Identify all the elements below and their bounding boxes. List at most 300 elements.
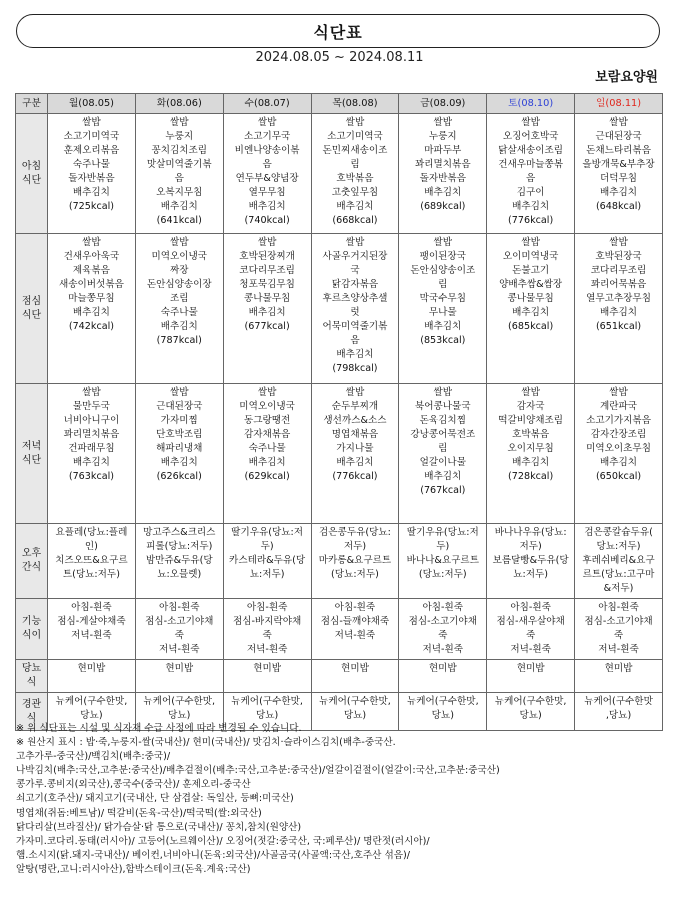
menu-item: 피롤(당뇨:저두) <box>146 541 213 552</box>
menu-item: 현미밥 <box>77 663 106 674</box>
menu-item: 생선까스&소스 <box>323 415 387 426</box>
menu-item: 소고기가지볶음 <box>586 415 651 426</box>
title-text: 식단표 <box>313 22 363 42</box>
menu-cell <box>487 114 575 234</box>
menu-item: (668kcal) <box>332 215 378 226</box>
header-corner: 구분 <box>16 94 48 114</box>
menu-cell <box>135 599 223 660</box>
menu-item: 저녁-흰죽 <box>510 644 551 655</box>
menu-item: (740kcal) <box>244 215 290 226</box>
menu-item: 가자미찜 <box>160 415 198 426</box>
menu-item: 건새우마늘쫑볶 <box>498 159 564 170</box>
menu-item: 숙주나물 <box>160 307 198 318</box>
menu-cell <box>48 234 136 384</box>
menu-item: 양배추쌈&쌈장 <box>499 279 563 290</box>
menu-item: 망고주스&크리스 <box>143 527 216 538</box>
note-line: 명엽채(쥐돔:베트남)/ 떡갈비(돈육-국산)/떡국떡(쌀:외국산) <box>16 807 262 819</box>
menu-row-diabetic-diet <box>16 660 663 693</box>
menu-item: 쌀밥 <box>82 237 101 248</box>
menu-cell <box>399 234 487 384</box>
menu-item: 저녁-흰죽 <box>422 644 464 655</box>
note-line: 햄.소시지(닭.돼지-국내산)/ 베이컨,너비아니(돈육:외국산)/사골곰국(사골액:국산,호주산 섞음)/ <box>16 849 411 861</box>
menu-cell <box>311 524 399 599</box>
note-line: 닭다리살(브라질산)/ 닭가슴살·닭 통으로(국내산)/ 꽁치,참치(원양산) <box>16 821 302 833</box>
menu-item: 열무무침 <box>248 187 286 198</box>
menu-body <box>16 114 663 731</box>
menu-item: 죽 <box>174 630 184 641</box>
menu-item: 쌀밥 <box>521 237 540 248</box>
menu-item: (677kcal) <box>244 321 290 332</box>
menu-item: 뉴케어(구수한맛 <box>584 696 653 707</box>
menu-item: (728kcal) <box>508 471 554 482</box>
menu-item: 새송이버섯볶음 <box>58 279 124 290</box>
menu-item: (798kcal) <box>332 363 378 374</box>
note-line: 알탕(명란,고니:러시아산),함박스테이크(돈육.계육:국산) <box>16 863 251 875</box>
menu-item: 저두) <box>343 541 367 552</box>
menu-cell <box>48 384 136 524</box>
menu-item: 오징어호박국 <box>502 131 559 142</box>
menu-item: 조림 <box>169 293 189 304</box>
menu-item: 근대된장국 <box>595 131 642 142</box>
menu-cell <box>48 524 136 599</box>
menu-item: 쌀밥 <box>433 237 453 248</box>
menu-item: 딸기우유(당뇨:저 <box>231 527 304 538</box>
menu-item: 오복지무침 <box>156 187 203 198</box>
menu-item: 아침-흰죽 <box>158 602 200 613</box>
menu-item: 돈안심양송이장 <box>146 279 212 290</box>
menu-item: 뇨:오믈렛) <box>157 569 202 580</box>
menu-item: 배추김치 <box>72 307 110 318</box>
menu-item: 현미밥 <box>604 663 633 674</box>
menu-cell <box>575 384 663 524</box>
menu-item: (641kcal) <box>156 215 202 226</box>
menu-item: 순두부찌개 <box>331 401 379 412</box>
menu-item: 해파리냉채 <box>156 443 203 454</box>
menu-item: 요플레(당뇨:플레 <box>55 527 128 538</box>
menu-item: 제육볶음 <box>72 265 110 276</box>
menu-item: 동그랑땡전 <box>243 415 291 426</box>
menu-item: 가지나물 <box>336 443 374 454</box>
menu-cell <box>575 114 663 234</box>
menu-item: 저녁-흰죽 <box>71 630 112 641</box>
menu-item: (651kcal) <box>595 321 642 332</box>
menu-cell <box>487 599 575 660</box>
day-header-mon: 월(08.05) <box>48 94 136 114</box>
menu-item: 배추김치 <box>248 457 286 468</box>
menu-item: 죽 <box>262 630 272 641</box>
menu-item: 배추김치 <box>248 307 286 318</box>
note-line: ※ 원산지 표시 : 밥·죽,누룽지-쌀(국내산)/ 현미(국내산)/ 맛김치·슬라이스김치(배추-중국산. <box>16 737 396 749</box>
menu-item: 카스테라&두유(당 <box>229 555 306 566</box>
menu-cell <box>311 599 399 660</box>
menu-item: 강낭콩어묵전조 <box>410 429 476 440</box>
menu-item: 쌀밥 <box>82 387 101 398</box>
menu-item: 현미밥 <box>253 663 282 674</box>
menu-item: (776kcal) <box>508 215 554 226</box>
menu-item: 죽 <box>613 630 624 641</box>
notes-section <box>16 722 666 877</box>
menu-cell <box>135 234 223 384</box>
menu-item: 음 <box>350 335 360 346</box>
menu-cell <box>399 660 487 693</box>
menu-item: (853kcal) <box>420 335 466 346</box>
menu-item: 죽 <box>438 630 448 641</box>
menu-item: 닭감자볶음 <box>331 279 379 290</box>
menu-item: 배추김치 <box>512 307 550 318</box>
menu-item: 떡갈비양채조림 <box>498 415 564 426</box>
menu-item: 트(당뇨:저두) <box>62 569 120 580</box>
menu-item: 코다리무조림 <box>590 265 647 276</box>
row-label-line: 식단 <box>21 174 42 186</box>
menu-item: 뇨:저두) <box>249 569 285 580</box>
menu-item: 쌀밥 <box>257 117 277 128</box>
menu-item: 밤만쥬&두유(당 <box>145 555 213 566</box>
menu-item: (629kcal) <box>244 471 290 482</box>
header-row <box>16 94 663 114</box>
menu-item: (685kcal) <box>508 321 554 332</box>
menu-cell <box>135 384 223 524</box>
row-label-snack <box>16 524 48 599</box>
menu-cell <box>399 524 487 599</box>
menu-item: 음 <box>174 173 184 184</box>
menu-cell <box>135 114 223 234</box>
menu-item: 점심-소고기야채 <box>408 616 477 627</box>
menu-item: 저녁-흰죽 <box>246 644 288 655</box>
menu-item: 배추김치 <box>512 457 550 468</box>
menu-cell <box>223 599 311 660</box>
menu-cell <box>399 599 487 660</box>
menu-item: 쌀밥 <box>433 117 453 128</box>
menu-cell <box>399 384 487 524</box>
menu-item: (650kcal) <box>595 471 642 482</box>
menu-item: 쌀밥 <box>521 387 540 398</box>
menu-item: 림 <box>438 443 448 454</box>
facility-name: 보람요양원 <box>595 70 658 85</box>
menu-item: 쌀밥 <box>609 117 628 128</box>
menu-item: 꽈리멸치볶음 <box>63 429 120 440</box>
menu-cell <box>311 234 399 384</box>
menu-item: 배추김치 <box>72 187 110 198</box>
row-label-breakfast <box>16 114 48 234</box>
menu-item: 쌀밥 <box>433 387 453 398</box>
menu-item: 돈육김치찜 <box>419 415 466 426</box>
menu-item: 막국수무침 <box>419 293 466 304</box>
menu-item: (725kcal) <box>68 201 115 212</box>
menu-item: 뉴케어(구수한맛, <box>494 696 567 707</box>
menu-item: 르트(당뇨:고구마 <box>582 569 655 580</box>
menu-item: 배추김치 <box>72 457 110 468</box>
menu-item: 오이미역냉국 <box>502 251 559 262</box>
day-header-sun: 일(08.11) <box>575 94 663 114</box>
menu-item: 배추김치 <box>599 307 638 318</box>
row-label-line: 식 <box>26 677 37 688</box>
menu-cell <box>223 384 311 524</box>
menu-item: 계란파국 <box>599 401 638 412</box>
menu-item: 배추김치 <box>336 457 374 468</box>
menu-item: 쌀밥 <box>345 117 365 128</box>
menu-cell <box>311 114 399 234</box>
menu-item: 점심-들깨야채죽 <box>320 616 390 627</box>
menu-item: 배추김치 <box>160 321 198 332</box>
menu-item: 콩나물무침 <box>243 293 291 304</box>
menu-item: 검은콩두유(당뇨: <box>319 527 391 538</box>
row-label-line: 식단 <box>21 309 42 321</box>
menu-item: 소고기미역국 <box>63 131 120 142</box>
menu-item: 배추김치 <box>160 457 198 468</box>
menu-item: (787kcal) <box>156 335 202 346</box>
menu-item: 숙주나물 <box>248 443 286 454</box>
menu-cell <box>487 234 575 384</box>
menu-item: 보름달빵&두유(당 <box>492 555 569 566</box>
menu-item: 얼갈이나물 <box>419 457 466 468</box>
row-label-line: 기능 <box>21 616 42 627</box>
menu-item: (648kcal) <box>595 201 642 212</box>
menu-item: 올방개묵&부추장 <box>582 159 655 170</box>
menu-item: 사골우거지된장 <box>322 251 388 262</box>
menu-cell <box>575 524 663 599</box>
menu-item: 배추김치 <box>424 321 462 332</box>
row-label-line: 식이 <box>21 630 42 641</box>
menu-item: 후르츠양상추샐 <box>322 293 388 304</box>
menu-cell <box>399 114 487 234</box>
menu-item: 현미밥 <box>428 663 457 674</box>
menu-item: 배추김치 <box>424 471 462 482</box>
menu-item: 닭살새송이조림 <box>498 145 564 156</box>
menu-item: 배추김치 <box>336 201 374 212</box>
note-line: ※ 위 식단표는 시설 및 식자재 수급 사정에 따라 변경될 수 있습니다. <box>16 723 302 734</box>
row-label-functional-diet <box>16 599 48 660</box>
menu-item: 두) <box>260 541 274 552</box>
menu-item: 점심-바지락야채 <box>232 616 302 627</box>
menu-cell <box>311 660 399 693</box>
menu-item: 북어콩나물국 <box>414 401 471 412</box>
menu-item: 꽈리어묵볶음 <box>590 279 647 290</box>
menu-cell <box>135 660 223 693</box>
menu-item: 림 <box>350 159 360 170</box>
row-label-line: 저녁 <box>21 440 42 452</box>
menu-item: 꽈리멸치볶음 <box>414 159 471 170</box>
menu-item: (767kcal) <box>420 485 466 496</box>
menu-item: 오이지무침 <box>507 443 554 454</box>
menu-cell <box>48 114 136 234</box>
menu-item: 청포묵김무침 <box>239 279 295 290</box>
menu-item: 팽이된장국 <box>419 251 466 262</box>
menu-item: ,당뇨) <box>605 710 632 721</box>
menu-item: 현미밥 <box>165 663 194 674</box>
menu-item: 소고기무국 <box>243 131 291 142</box>
menu-item: 저녁-흰죽 <box>334 630 376 641</box>
menu-item: (당뇨:저두) <box>331 569 379 580</box>
menu-item: 콩나물무침 <box>507 293 554 304</box>
menu-item: 열무고추장무침 <box>586 293 651 304</box>
menu-item: 당뇨) <box>80 710 103 721</box>
menu-item: 연두부&양념장 <box>235 173 299 184</box>
menu-item: 쌀밥 <box>345 387 365 398</box>
menu-item: 호박된장찌개 <box>239 251 295 262</box>
menu-item: 점심-소고기야채 <box>145 616 214 627</box>
menu-item: 호박볶음 <box>512 429 550 440</box>
menu-item: 더덕무침 <box>599 173 638 184</box>
menu-cell <box>575 599 663 660</box>
menu-cell <box>223 234 311 384</box>
row-label-line: 당뇨 <box>21 663 42 674</box>
menu-item: 돈불고기 <box>512 265 550 276</box>
row-label-dinner <box>16 384 48 524</box>
day-header-tue: 화(08.06) <box>135 94 223 114</box>
menu-item: 쌀밥 <box>257 387 277 398</box>
menu-item: 쌀밥 <box>169 237 189 248</box>
menu-item: (당뇨:저두) <box>418 569 467 580</box>
menu-item: 물만두국 <box>72 401 110 412</box>
menu-item: 아침-흰죽 <box>598 602 639 613</box>
row-label-line: 경관 <box>21 698 42 710</box>
menu-item: 당뇨:저두) <box>596 541 641 552</box>
menu-item: 돌자반볶음 <box>68 173 115 184</box>
row-label-line: 아침 <box>21 160 42 172</box>
menu-item: 호박볶음 <box>336 173 374 184</box>
menu-item: 림 <box>438 279 448 290</box>
note-line: 고추가루-중국산)/백김치(배추:중국)/ <box>16 751 171 763</box>
menu-item: 후레쉬베리&요구 <box>582 555 655 566</box>
menu-item: 쌀밥 <box>169 387 189 398</box>
menu-item: (763kcal) <box>68 471 115 482</box>
menu-item: 럿 <box>350 307 360 318</box>
menu-item: 점심-게살야채죽 <box>57 616 126 627</box>
weekly-menu-table <box>15 93 663 731</box>
menu-item: 배추김치 <box>160 201 198 212</box>
menu-item: 쌀밥 <box>345 237 365 248</box>
menu-item: 건파래무침 <box>68 443 115 454</box>
menu-row-snack <box>16 524 663 599</box>
menu-item: 무나물 <box>428 307 457 318</box>
menu-item: 미역오이초무침 <box>586 443 651 454</box>
menu-item: 너비아니구이 <box>63 415 120 426</box>
note-line: 쇠고기(호주산)/ 돼지고기(국내산, 단 삼겹살: 독일산, 등뼈:미국산) <box>16 793 294 805</box>
menu-item: 음 <box>526 173 536 184</box>
menu-cell <box>487 384 575 524</box>
menu-item: 돌자반볶음 <box>419 173 466 184</box>
note-line: 가자미.코다리.동태(러시아)/ 고등어(노르웨이산)/ 오징어(젓갈:중국산, 국:페루산)/ 명란젓(러시아)/ <box>16 835 430 847</box>
menu-cell <box>487 660 575 693</box>
menu-item: 배추김치 <box>599 187 638 198</box>
menu-item: 바나나&요구르트 <box>406 555 479 566</box>
note-line: 나박김치(배추:국산,고추분:중국산)/배추겉절이(배추:국산,고추분:중국산)/얼갈이겉절이(얼갈이:국산,고추분:중국산) <box>16 765 500 777</box>
menu-item: 두) <box>436 541 450 552</box>
menu-item: 아침-흰죽 <box>422 602 464 613</box>
menu-item: (689kcal) <box>420 201 466 212</box>
menu-item: 당뇨) <box>431 710 454 721</box>
menu-item: 뉴케어(구수한맛, <box>143 696 216 707</box>
menu-item: 아침-흰죽 <box>510 602 551 613</box>
menu-item: 바나나우유(당뇨: <box>494 527 567 538</box>
row-label-line: 식단 <box>21 454 42 466</box>
menu-row-lunch <box>16 234 663 384</box>
menu-item: 아침-흰죽 <box>246 602 288 613</box>
menu-item: 근대된장국 <box>156 401 203 412</box>
menu-item: 마카롱&요구르트 <box>318 555 392 566</box>
menu-item: 누룽지 <box>165 131 194 142</box>
menu-cell <box>223 524 311 599</box>
menu-item: 마파두부 <box>424 145 462 156</box>
menu-item: 배추김치 <box>512 201 550 212</box>
menu-cell <box>135 524 223 599</box>
menu-item: 당뇨) <box>343 710 367 721</box>
row-label-line: 간식 <box>21 562 42 573</box>
menu-item: 뉴케어(구수한맛, <box>406 696 479 707</box>
menu-item: 소고기미역국 <box>327 131 383 142</box>
menu-item: 점심-새우살야채 <box>496 616 565 627</box>
menu-item: 국 <box>350 265 360 276</box>
row-label-line: 식 <box>26 712 37 724</box>
menu-item: 쌀밥 <box>521 117 540 128</box>
menu-item: 마늘쫑무침 <box>68 293 115 304</box>
menu-item: 미역오이냉국 <box>239 401 295 412</box>
menu-item: 어묵미역줄기볶 <box>322 321 388 332</box>
menu-item: 현미밥 <box>516 663 545 674</box>
menu-item: 돈민찌새송이조 <box>322 145 388 156</box>
menu-item: 맛살미역줄기볶 <box>146 159 212 170</box>
menu-item: 치즈오뜨&요구르 <box>55 555 128 566</box>
menu-row-dinner <box>16 384 663 524</box>
menu-item: 꽁치김치조림 <box>151 145 208 156</box>
menu-item: 저녁-흰죽 <box>158 644 200 655</box>
menu-item: 명엽채볶음 <box>331 429 379 440</box>
row-label-lunch <box>16 234 48 384</box>
menu-item: 쌀밥 <box>257 237 277 248</box>
menu-item: (742kcal) <box>68 321 115 332</box>
menu-cell <box>48 599 136 660</box>
day-header-thu: 목(08.08) <box>311 94 399 114</box>
menu-item: (626kcal) <box>156 471 202 482</box>
menu-row-functional-diet <box>16 599 663 660</box>
menu-item: 아침-흰죽 <box>334 602 376 613</box>
menu-item: (776kcal) <box>332 471 378 482</box>
menu-item: 당뇨) <box>168 710 191 721</box>
menu-item: 단호박조림 <box>156 429 203 440</box>
menu-cell <box>311 384 399 524</box>
menu-cell <box>575 234 663 384</box>
menu-item: 훈제오리볶음 <box>63 145 120 156</box>
menu-item: 배추김치 <box>599 457 638 468</box>
menu-item: 저녁-흰죽 <box>598 644 639 655</box>
menu-item: 당뇨) <box>255 710 279 721</box>
menu-item: 감자간장조림 <box>590 429 647 440</box>
menu-item: 고춧잎무침 <box>331 187 379 198</box>
menu-item: 당뇨) <box>519 710 542 721</box>
menu-item: 쌀밥 <box>609 237 628 248</box>
menu-item: 호박된장국 <box>595 251 642 262</box>
menu-item: 배추김치 <box>336 349 374 360</box>
menu-item: 딸기우유(당뇨:저 <box>406 527 479 538</box>
menu-item: 검은콩칼슘두유( <box>584 527 653 538</box>
menu-item: 코다리무조림 <box>239 265 295 276</box>
menu-cell <box>223 114 311 234</box>
menu-item: 숙주나물 <box>72 159 110 170</box>
menu-cell <box>223 660 311 693</box>
menu-item: 뇨:저두) <box>513 569 549 580</box>
menu-item: 죽 <box>526 630 536 641</box>
menu-item: 점심-소고기야채 <box>584 616 653 627</box>
menu-item: 배추김치 <box>248 201 286 212</box>
menu-item: 현미밥 <box>341 663 369 674</box>
row-label-line: 오후 <box>21 548 42 559</box>
menu-item: &저두) <box>603 583 634 594</box>
menu-item: 돈안심양송이조 <box>410 265 476 276</box>
day-header-sat: 토(08.10) <box>487 94 575 114</box>
row-label-diabetic-diet <box>16 660 48 693</box>
menu-item: 뉴케어(구수한맛, <box>319 696 391 707</box>
page-title <box>16 14 660 48</box>
